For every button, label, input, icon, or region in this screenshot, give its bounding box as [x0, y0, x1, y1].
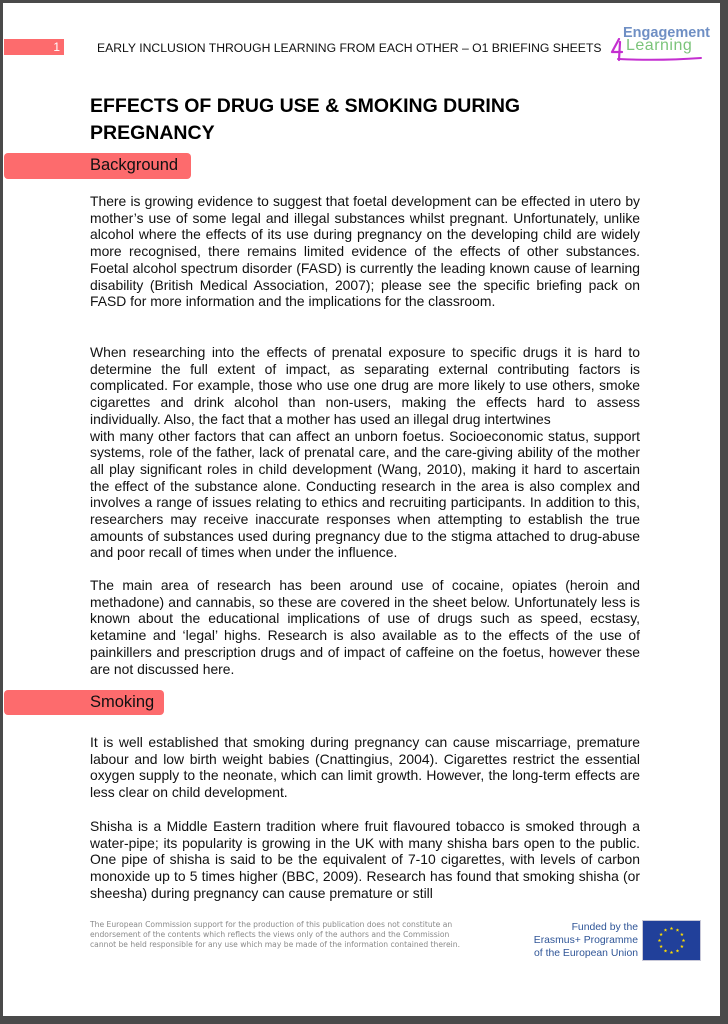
- eu-star-icon: [682, 939, 686, 942]
- page-number-bar: [4, 39, 64, 55]
- logo-learning-text: Learning: [626, 37, 693, 54]
- funded-by-line: Erasmus+ Programme: [533, 935, 638, 946]
- funded-by-line: of the European Union: [534, 948, 638, 959]
- document-title: EFFECTS OF DRUG USE & SMOKING DURING PREGNANCY: [90, 95, 521, 144]
- eu-flag-icon: [642, 920, 701, 961]
- paragraph-part: When researching into the effects of prenatal exposure to specific drugs it is hard to determine the full extent of impact, as separating external contributing factors is complicated. For example, those who use one drug are more likely to use others, smoke cigarettes and drink alcohol than non-users, making the effects hard to assess individually. Also, the fact that a mother has used an illegal drug intertwines: [90, 344, 640, 427]
- running-header-title: EARLY INCLUSION THROUGH LEARNING FROM EACH OTHER – O1 BRIEFING SHEETS: [97, 41, 602, 55]
- paragraph: There is growing evidence to suggest that foetal development can be effected in utero by mother’s use of some legal and illegal substances whilst pregnant. Unfortunately, unlike alcohol where the effects of its use during pregnancy on the developing child are widely more recognised, there remains limited evidence of the effects of other substances. Foetal alcohol spectrum disorder (FASD) is currently the leading known cause of learning disability (British Medical Association, 2007); please see the specific briefing pack on FASD for more information and the implications for the classroom.: [90, 193, 640, 310]
- page-number: 1: [53, 40, 60, 54]
- paragraph-part: with many other factors that can affect an unborn foetus. Socioeconomic status, support systems, role of the father, lack of prenatal care, and the care-giving ability of the mother all play significant roles in child development (Wang, 2010), making it hard to ascertain the effect of the substance alone. Conducting research in the area is also complex and involves a range of issues relating to ethics and recruiting participants. In addition to this, researchers may receive inaccurate responses when attempting to establish the true amounts of substances used during pregnancy due to the stigma attached to drug-abuse and poor recall of times when under the influence.: [90, 427, 640, 561]
- eu-star-icon: [676, 949, 680, 952]
- logo-engagement-text: Engagement: [623, 25, 711, 41]
- paragraph: Shisha is a Middle Eastern tradition where fruit flavoured tobacco is smoked through a water-pipe; its popularity is growing in the UK with many shisha bars open to the public. One pipe of shisha is said to be the equivalent of 7-10 cigarettes, with levels of carbon monoxide up to 5 times higher (BBC, 2009). Research has found that smoking shisha (or sheesha) during pregnancy can cause premature or still: [90, 818, 640, 901]
- funded-by-line: Funded by the: [571, 922, 638, 933]
- document-page: [3, 3, 720, 1016]
- section-heading-label: Smoking: [90, 693, 155, 711]
- paragraph: The main area of research has been around use of cocaine, opiates (heroin and methadone) and cannabis, so these are covered in the sheet below. Unfortunately less is known about the educational implications of use of drugs such as speed, ecstasy, ketamine and ‘legal’ highs. Research is also available as to the effects of the use of painkillers and prescription drugs and of impact of caffeine on the foetus, however these are not discussed here.: [90, 577, 640, 677]
- section-heading-smoking: [4, 690, 164, 715]
- funded-by-text: [515, 921, 638, 960]
- engagement-4-learning-logo: [609, 25, 711, 61]
- eu-star-icon: [664, 949, 668, 952]
- eu-star-icon: [680, 945, 684, 948]
- eu-star-icon: [676, 928, 680, 931]
- eu-star-icon: [664, 928, 668, 931]
- eu-disclaimer: The European Commission support for the production of this publication does not constitute an endorsement of the contents which reflects the views only of the authors and the Commission cannot be held responsible for any use which may be made of the information contained therein.: [90, 920, 460, 949]
- eu-stars-icon: [643, 921, 700, 960]
- eu-star-icon: [670, 951, 674, 954]
- section-heading-background: [4, 153, 191, 179]
- eu-star-icon: [680, 933, 684, 936]
- paragraph: [90, 344, 640, 561]
- paragraph: It is well established that smoking during pregnancy can cause miscarriage, premature labour and low birth weight babies (Cnattingius, 2004). Cigarettes restrict the essential oxygen supply to the neonate, which can limit growth. However, the long-term effects are less clear on child development.: [90, 734, 640, 801]
- section-heading-label: Background: [90, 156, 179, 174]
- eu-star-icon: [659, 945, 663, 948]
- eu-star-icon: [659, 933, 663, 936]
- eu-star-icon: [670, 927, 674, 930]
- eu-star-icon: [658, 939, 662, 942]
